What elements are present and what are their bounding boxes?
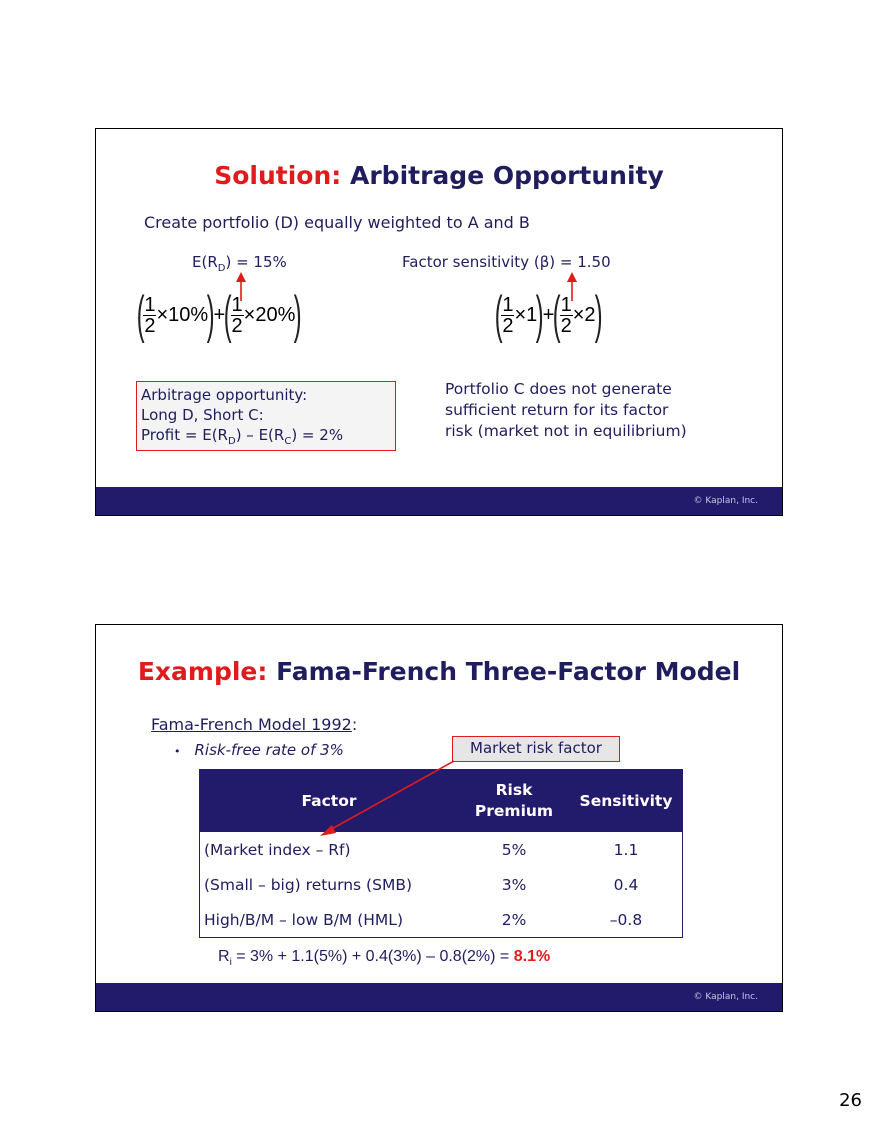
slide-fama-french — [95, 624, 783, 1012]
formula-expected-return: ( $\frac{1}{2}$ × 10% ) + ( $\frac{1}{2}$ × 20% ) — [136, 286, 302, 344]
fraction: $\frac{1}{2}$ — [560, 293, 572, 337]
header-factor: Factor — [200, 770, 459, 833]
model-heading: Fama-French Model 1992: — [151, 715, 358, 734]
copyright: © Kaplan, Inc. — [693, 496, 758, 506]
formula-factor-sensitivity: ( $\frac{1}{2}$ × 1 ) + ( $\frac{1}{2}$ × 2 ) — [494, 286, 603, 344]
market-risk-callout: Market risk factor — [452, 736, 620, 762]
slide-footer — [96, 983, 782, 1011]
fraction: $\frac{1}{2}$ — [502, 293, 514, 337]
model-link[interactable]: Fama-French Model 1992 — [151, 715, 352, 734]
expected-return-label: $E(R_D) = 15\%$ — [192, 253, 287, 274]
table-row: (Small – big) returns (SMB) 3% 0.4 — [204, 875, 639, 894]
fraction: $\frac{1}{2}$ — [144, 293, 156, 337]
table-row: High/B/M – low B/M (HML) 2% –0.8 — [204, 910, 643, 929]
slide-title: Solution: Arbitrage Opportunity — [214, 161, 664, 190]
factor-sensitivity-label: Factor sensitivity (β) = 1.50 — [402, 253, 611, 271]
header-risk-premium: Risk Premium — [458, 770, 570, 833]
portfolio-c-note: Portfolio C does not generate sufficient return for its factor risk (market not in equilibrium) — [445, 380, 687, 440]
arbitrage-box: Arbitrage opportunity: Long D, Short C: Profit = $E(R_D) - E(R_C) = 2\%$ — [136, 381, 396, 451]
page-number: 26 — [839, 1090, 862, 1111]
slide-arbitrage — [95, 128, 783, 516]
equation-result: 8.1% — [513, 948, 551, 965]
fraction: $\frac{1}{2}$ — [231, 293, 243, 337]
pointer-arrows — [96, 129, 783, 516]
bullet-item: • Risk-free rate of 3% — [174, 741, 344, 759]
equation: $R_i = 3\% + 1.1(5\%) + 0.4(3\%) - 0.8(2\%) = 8.1\%$ — [218, 948, 551, 969]
intro-text: Create portfolio (D) equally weighted to A and B — [144, 213, 530, 232]
copyright: © Kaplan, Inc. — [693, 992, 758, 1002]
slide-footer — [96, 487, 782, 515]
header-sensitivity: Sensitivity — [570, 770, 683, 833]
table-row: (Market index – Rf) 5% 1.1 — [204, 840, 639, 859]
slide-title: Example: Fama-French Three-Factor Model — [137, 657, 741, 686]
